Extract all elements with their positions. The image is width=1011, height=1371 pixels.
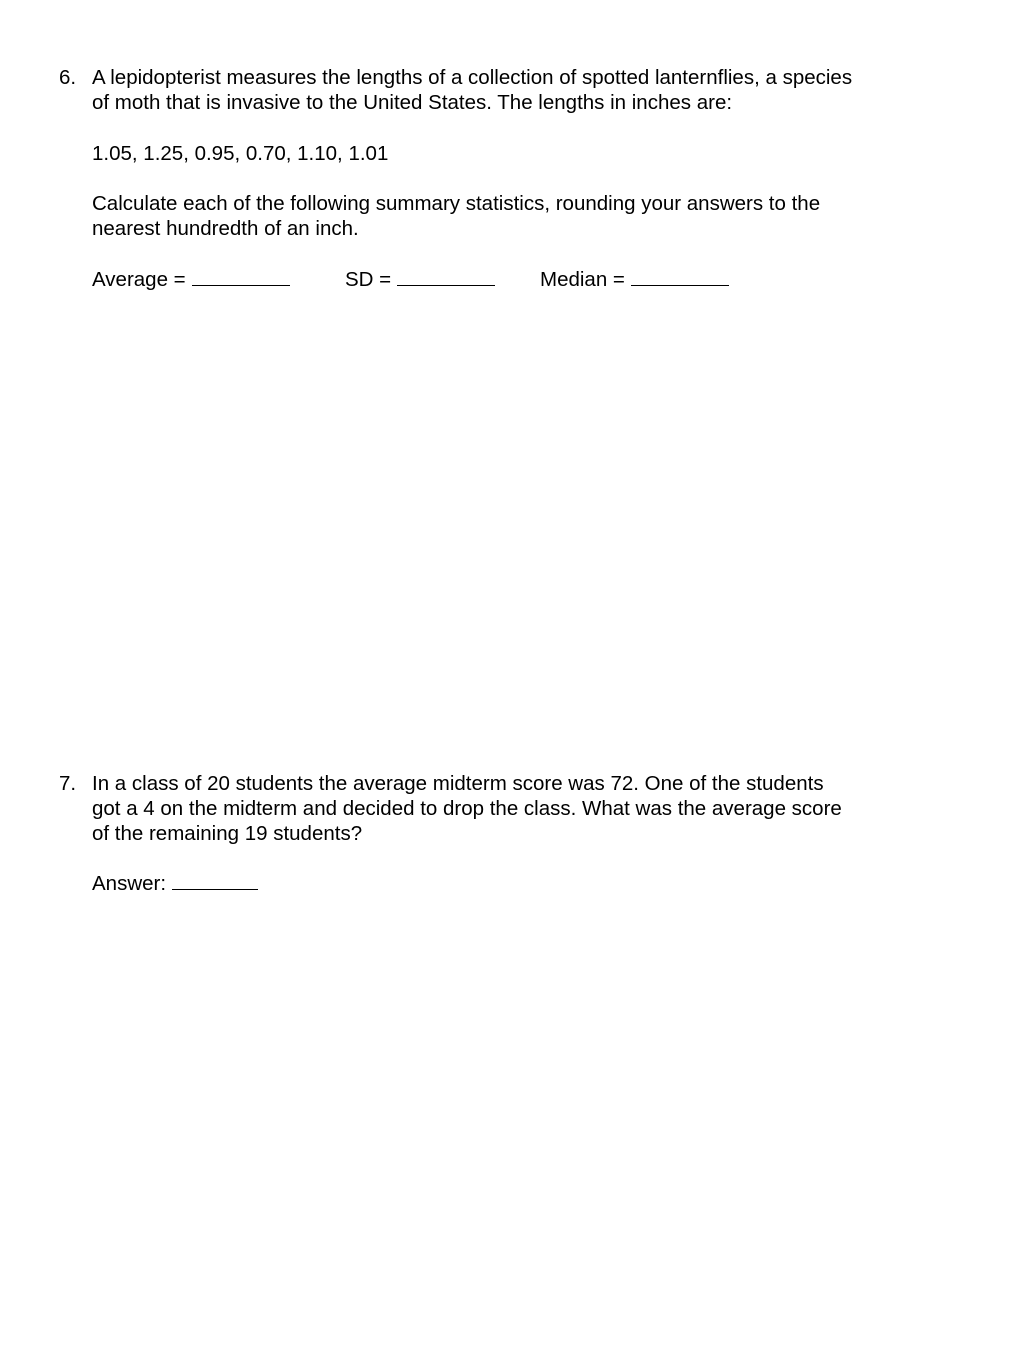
answer-field (92, 871, 258, 896)
prompt-line: A lepidopterist measures the lengths of a collection of spotted lanternflies, a species (92, 66, 853, 89)
question-prompt (92, 771, 932, 846)
answer-label: Answer: (92, 872, 167, 895)
sd-label: SD = (345, 268, 392, 291)
data-values: 1.05, 1.25, 0.95, 0.70, 1.10, 1.01 (92, 142, 389, 165)
question-number: 7. (59, 772, 77, 795)
question-number: 6. (59, 66, 77, 89)
prompt-line: got a 4 on the midterm and decided to drop the class. What was the average score (92, 797, 842, 820)
sd-blank[interactable] (397, 267, 495, 286)
instruction-line: Calculate each of the following summary statistics, rounding your answers to the (92, 192, 821, 215)
median-label: Median = (540, 268, 625, 291)
sd-field (345, 267, 495, 292)
average-blank[interactable] (192, 267, 290, 286)
prompt-line: In a class of 20 students the average midterm score was 72. One of the students (92, 772, 824, 795)
average-field (92, 267, 290, 292)
prompt-line: of moth that is invasive to the United States. The lengths in inches are: (92, 91, 733, 114)
answer-blank[interactable] (172, 871, 258, 890)
median-field (540, 267, 729, 292)
instruction-line: nearest hundredth of an inch. (92, 217, 359, 240)
average-label: Average = (92, 268, 186, 291)
median-blank[interactable] (631, 267, 729, 286)
instruction (92, 191, 820, 241)
prompt-line: of the remaining 19 students? (92, 822, 363, 845)
question-prompt (92, 65, 932, 115)
